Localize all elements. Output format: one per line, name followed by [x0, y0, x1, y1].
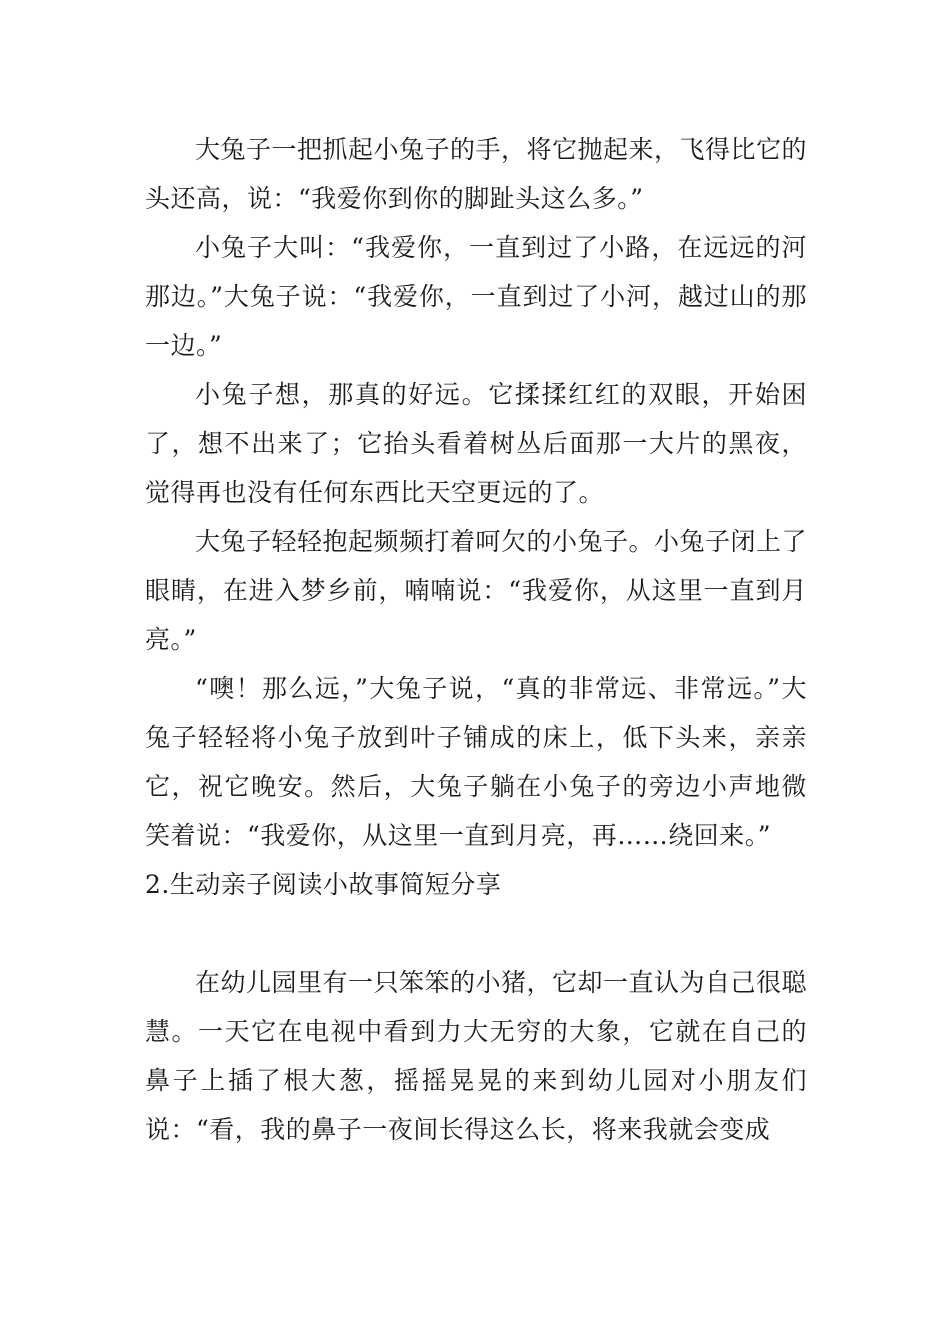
story-paragraph: 大兔子轻轻抱起频频打着呵欠的小兔子。小兔子闭上了眼睛，在进入梦乡前，喃喃说：“我爱你，从这里一直到月亮。” [145, 527, 808, 654]
section-heading: 2.生动亲子阅读小故事简短分享 [145, 870, 502, 899]
story-paragraph: 大兔子一把抓起小兔子的手，将它抛起来，飞得比它的头还高，说：“我爱你到你的脚趾头这么多。” [145, 135, 808, 213]
document-body [145, 125, 807, 1154]
story-paragraph: 小兔子想，那真的好远。它揉揉红红的双眼，开始困了，想不出来了；它抬头看着树丛后面那一大片的黑夜，觉得再也没有任何东西比天空更远的了。 [145, 380, 807, 507]
story-paragraph: 小兔子大叫：“我爱你，一直到过了小路，在远远的河那边。”大兔子说：“我爱你，一直到过了小河，越过山的那一边。” [145, 233, 807, 360]
story-paragraph: “噢！那么远，”大兔子说，“真的非常远、非常远。”大兔子轻轻将小兔子放到叶子铺成的床上，低下头来，亲亲它，祝它晚安。然后，大兔子躺在小兔子的旁边小声地微笑着说：“我爱你，从这里一直到月亮，再……绕回来。” [145, 674, 807, 850]
story-paragraph: 在幼儿园里有一只笨笨的小猪，它却一直认为自己很聪慧。一天它在电视中看到力大无穷的大象，它就在自己的鼻子上插了根大葱，摇摇晃晃的来到幼儿园对小朋友们说：“看，我的鼻子一夜间长得这么长，将来我就会变成 [145, 968, 808, 1144]
